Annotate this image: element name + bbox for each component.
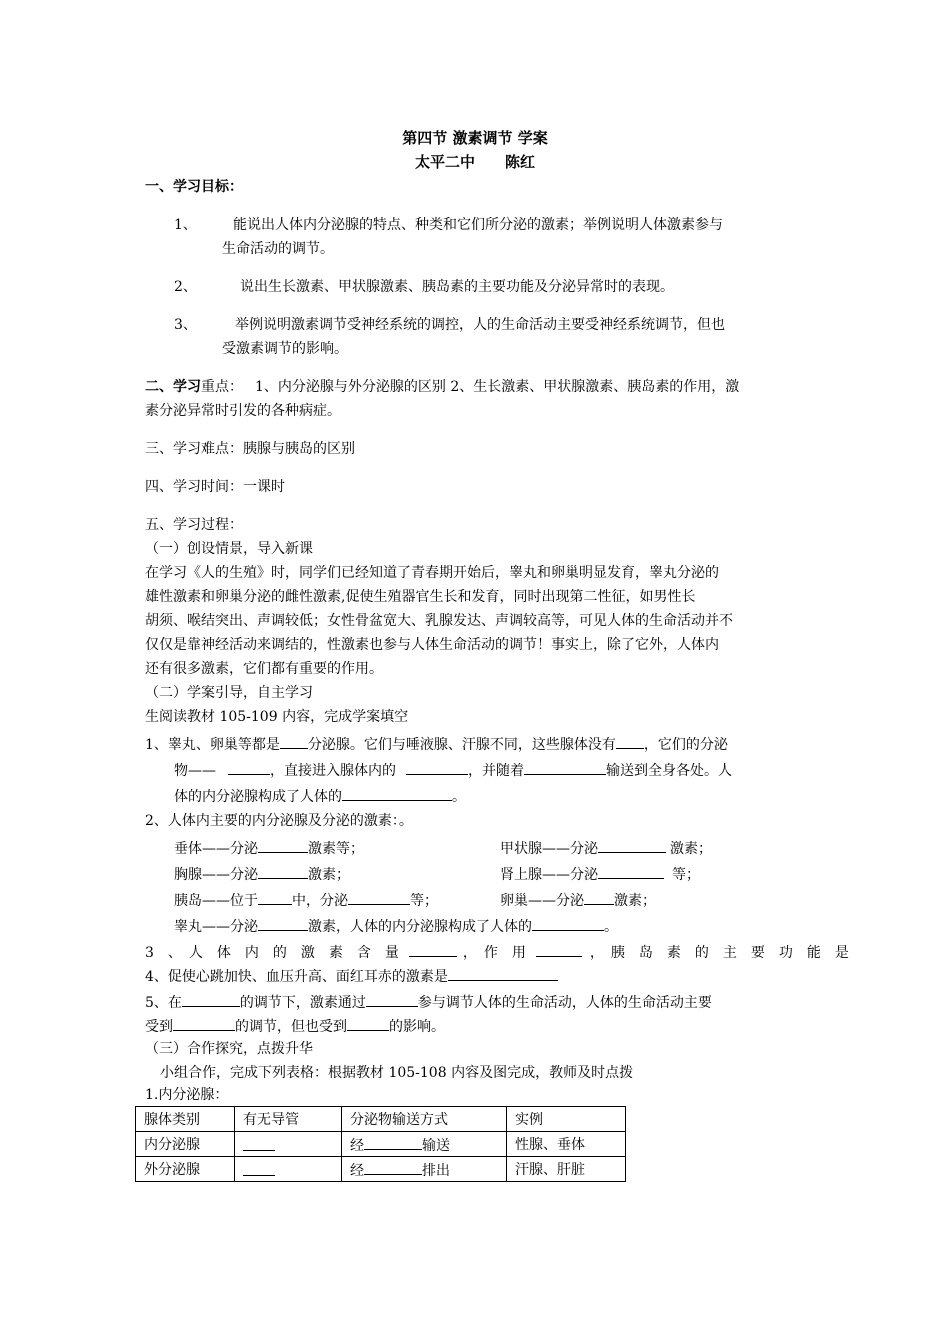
goal-3-line-2: 受激素调节的影响。 [222,341,348,357]
table-cell: 汗腺、肝脏 [507,1157,626,1182]
document-title: 第四节 激素调节 学案 [402,129,548,147]
blank-field[interactable] [258,914,308,931]
section-keypoints-label: 二、学习 [145,379,201,395]
intro-line-4: 仅仅是靠神经活动来调结的，性激素也参与人体生命活动的调节！事实上，除了它外，人体内 [145,637,719,653]
reading-instruction: 生阅读教材 105-109 内容，完成学案填空 [145,709,409,725]
gland-testis: 睾丸——分泌 激素，人体的内分泌腺构成了人体的 。 [174,914,618,938]
question-5-line-1: 5、在 的调节下，激素通过 参与调节人体的生命活动，人体的生命活动主要 [145,990,712,1014]
blank-field[interactable] [243,1134,275,1151]
section-keypoints-line-1: 二、学习重点： 1、内分泌腺与外分泌腺的区别 2、生长激素、甲状腺激素、胰岛素的作用，激 [145,379,740,395]
blank-field[interactable] [532,914,604,931]
blank-field[interactable] [598,862,664,879]
table-row [136,1157,626,1182]
blank-field[interactable] [364,1158,422,1175]
table-header-cell: 腺体类别 [136,1107,235,1132]
table-cell: 经 排出 [342,1157,507,1182]
intro-line-2: 雄性激素和卵巢分泌的雌性激素,促使生殖器官生长和发育，同时出现第二性征，如男性长 [145,589,696,605]
subsection-1-heading: （一）创设情景，导入新课 [145,541,313,557]
goal-2-line-1: 说出生长激素、甲状腺激素、胰岛素的主要功能及分泌异常时的表现。 [240,279,674,295]
subsection-3-heading: （三）合作探究，点拨升华 [145,1041,313,1057]
table-header-cell: 有无导管 [235,1107,342,1132]
gland-islets: 胰岛——位于 中，分泌 等； [174,888,438,912]
question-2-heading: 2、人体内主要的内分泌腺及分泌的激素：。 [145,813,413,829]
goal-3-number: 3、 [174,317,197,333]
blank-field[interactable] [280,732,308,749]
intro-line-3: 胡须、喉结突出、声调较低；女性骨盆宽大、乳腺发达、声调较高等，可见人体的生命活动并不 [145,613,733,629]
gland-thymus: 胸腺——分泌 激素； [174,862,350,886]
gland-pituitary: 垂体——分泌 激素等； [174,836,364,860]
blank-field[interactable] [409,940,457,957]
gland-ovary: 卵巢——分泌 激素； [500,888,656,912]
gland-thyroid: 甲状腺——分泌 激素； [500,836,712,860]
blank-field[interactable] [258,836,308,853]
group-task: 小组合作，完成下列表格：根据教材 105-108 内容及图完成，教师及时点拨 [160,1065,634,1081]
blank-field[interactable] [364,1133,422,1150]
blank-field[interactable] [182,990,240,1007]
gland-comparison-table [135,1106,626,1182]
section-goals-heading: 一、学习目标： [145,179,243,195]
intro-line-1: 在学习《人的生殖》时，同学们已经知道了青春期开始后，睾丸和卵巢明显发育，睾丸分泌的 [145,565,719,581]
table-cell: 经 输送 [342,1132,507,1157]
blank-field[interactable] [524,758,606,775]
blank-field[interactable] [258,862,308,879]
question-4: 4、促使心跳加快、血压升高、面红耳赤的激素是 [145,964,558,988]
table-cell: 外分泌腺 [136,1157,235,1182]
blank-field[interactable] [348,888,410,905]
goal-2-number: 2、 [174,279,197,295]
blank-field[interactable] [228,758,270,775]
gland-adrenal: 肾上腺——分泌 等； [500,862,700,886]
intro-line-5: 还有很多激素，它们都有重要的作用。 [145,661,383,677]
blank-field[interactable] [616,732,644,749]
goal-1-line-1: 能说出人体内分泌腺的特点、种类和它们所分泌的激素；举例说明人体激素参与 [233,217,723,233]
section-difficulty: 三、学习难点：胰腺与胰岛的区别 [145,441,355,457]
question-5-line-2: 受到 的调节，但也受到 的影响。 [145,1014,445,1038]
goal-3-line-1: 举例说明激素调节受神经系统的调控，人的生命活动主要受神经系统调节，但也 [235,317,725,333]
question-1-line-2: 物—— ，直接进入腺体内的 ，并随着 输送到全身各处。人 [174,758,732,782]
blank-field[interactable] [342,784,452,801]
table-row [136,1132,626,1157]
blank-field[interactable] [347,1014,389,1031]
blank-field[interactable] [406,758,468,775]
blank-field[interactable] [258,888,292,905]
table-header-cell: 实例 [507,1107,626,1132]
table-title: 1.内分泌腺： [145,1087,229,1103]
question-1-line-1: 1、睾丸、卵巢等都是 分泌腺。它们与唾液腺、汗腺不同，这些腺体没有 ，它们的分泌 [145,732,728,756]
section-time: 四、学习时间：一课时 [145,479,285,495]
document-author: 太平二中 陈红 [414,153,535,171]
section-process-heading: 五、学习过程： [145,517,243,533]
table-cell: 性腺、垂体 [507,1132,626,1157]
blank-field[interactable] [536,940,582,957]
table-cell: 内分泌腺 [136,1132,235,1157]
blank-field[interactable] [366,990,418,1007]
goal-1-line-2: 生命活动的调节。 [222,241,334,257]
table-cell [235,1157,342,1182]
blank-field[interactable] [243,1159,275,1176]
table-header-cell: 分泌物输送方式 [342,1107,507,1132]
blank-field[interactable] [584,888,614,905]
blank-field[interactable] [598,836,666,853]
subsection-2-heading: （二）学案引导，自主学习 [145,685,313,701]
table-header-row [136,1107,626,1132]
question-1-line-3: 体的内分泌腺构成了人体的 。 [174,784,466,808]
blank-field[interactable] [173,1014,235,1031]
goal-1-number: 1、 [174,217,197,233]
table-cell [235,1132,342,1157]
blank-field[interactable] [448,964,558,981]
section-keypoints-line-2: 素分泌异常时引发的各种病症。 [145,403,341,419]
question-3: 3 、 人 体 内 的 激 素 含 量 ， 作 用 ， 胰 岛 素 的 主 要 功 能 是 [145,940,849,964]
